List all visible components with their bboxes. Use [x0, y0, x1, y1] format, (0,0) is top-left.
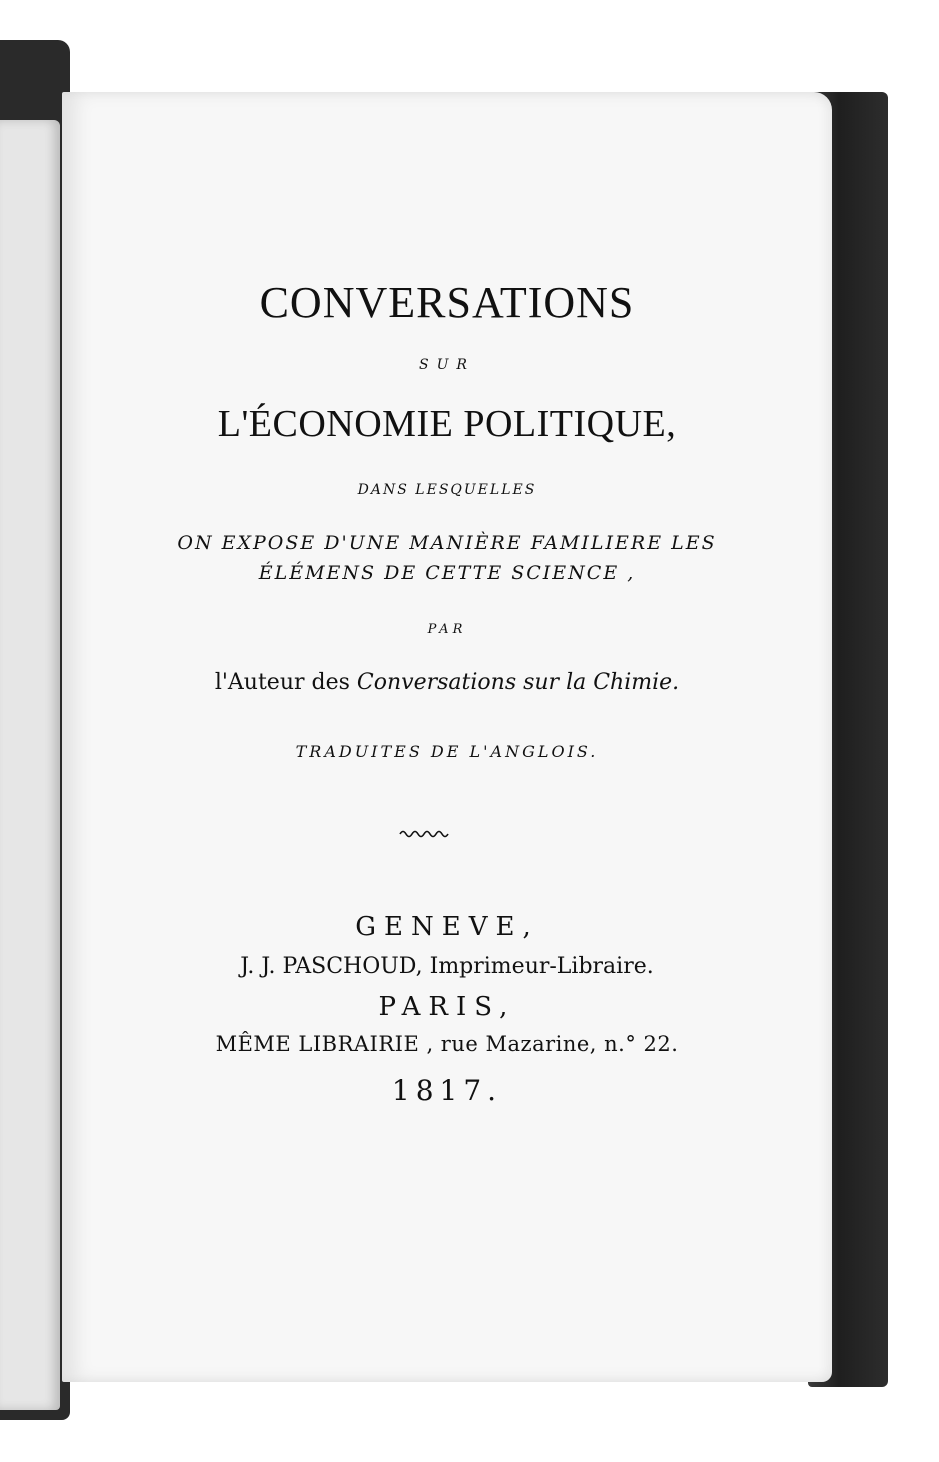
wavy-ornament-icon [399, 828, 449, 840]
author-prefix: l'Auteur des [214, 670, 357, 695]
imprint-city-paris: PARIS, [378, 992, 516, 1022]
previous-leaf-paper [0, 120, 60, 1410]
imprint-year: 1817. [391, 1074, 503, 1107]
title-page [62, 92, 832, 1382]
par-line: PAR [427, 622, 467, 637]
imprint-city-geneve: GENEVE, [355, 912, 539, 942]
imprint-publisher: J. J. PASCHOUD, Imprimeur-Libraire. [240, 954, 654, 979]
description-line-1: ON EXPOSE D'UNE MANIÈRE FAMILIERE LES [177, 532, 717, 554]
translation-note: TRADUITES DE L'ANGLOIS. [295, 742, 599, 761]
book-subtitle: L'ÉCONOMIE POLITIQUE, [217, 403, 677, 445]
description-line-2: ÉLÉMENS DE CETTE SCIENCE , [258, 562, 636, 584]
title-connector-sur: SUR [419, 357, 475, 373]
book-title: CONVERSATIONS [259, 278, 635, 327]
previous-leaf-edge [0, 40, 70, 1420]
author-line [62, 670, 832, 695]
imprint-paris-address: MÊME LIBRAIRIE , rue Mazarine, n.° 22. [215, 1032, 679, 1056]
dans-lesquelles-line: DANS LESQUELLES [357, 482, 537, 498]
author-work-title: Conversations sur la Chimie. [356, 670, 680, 695]
